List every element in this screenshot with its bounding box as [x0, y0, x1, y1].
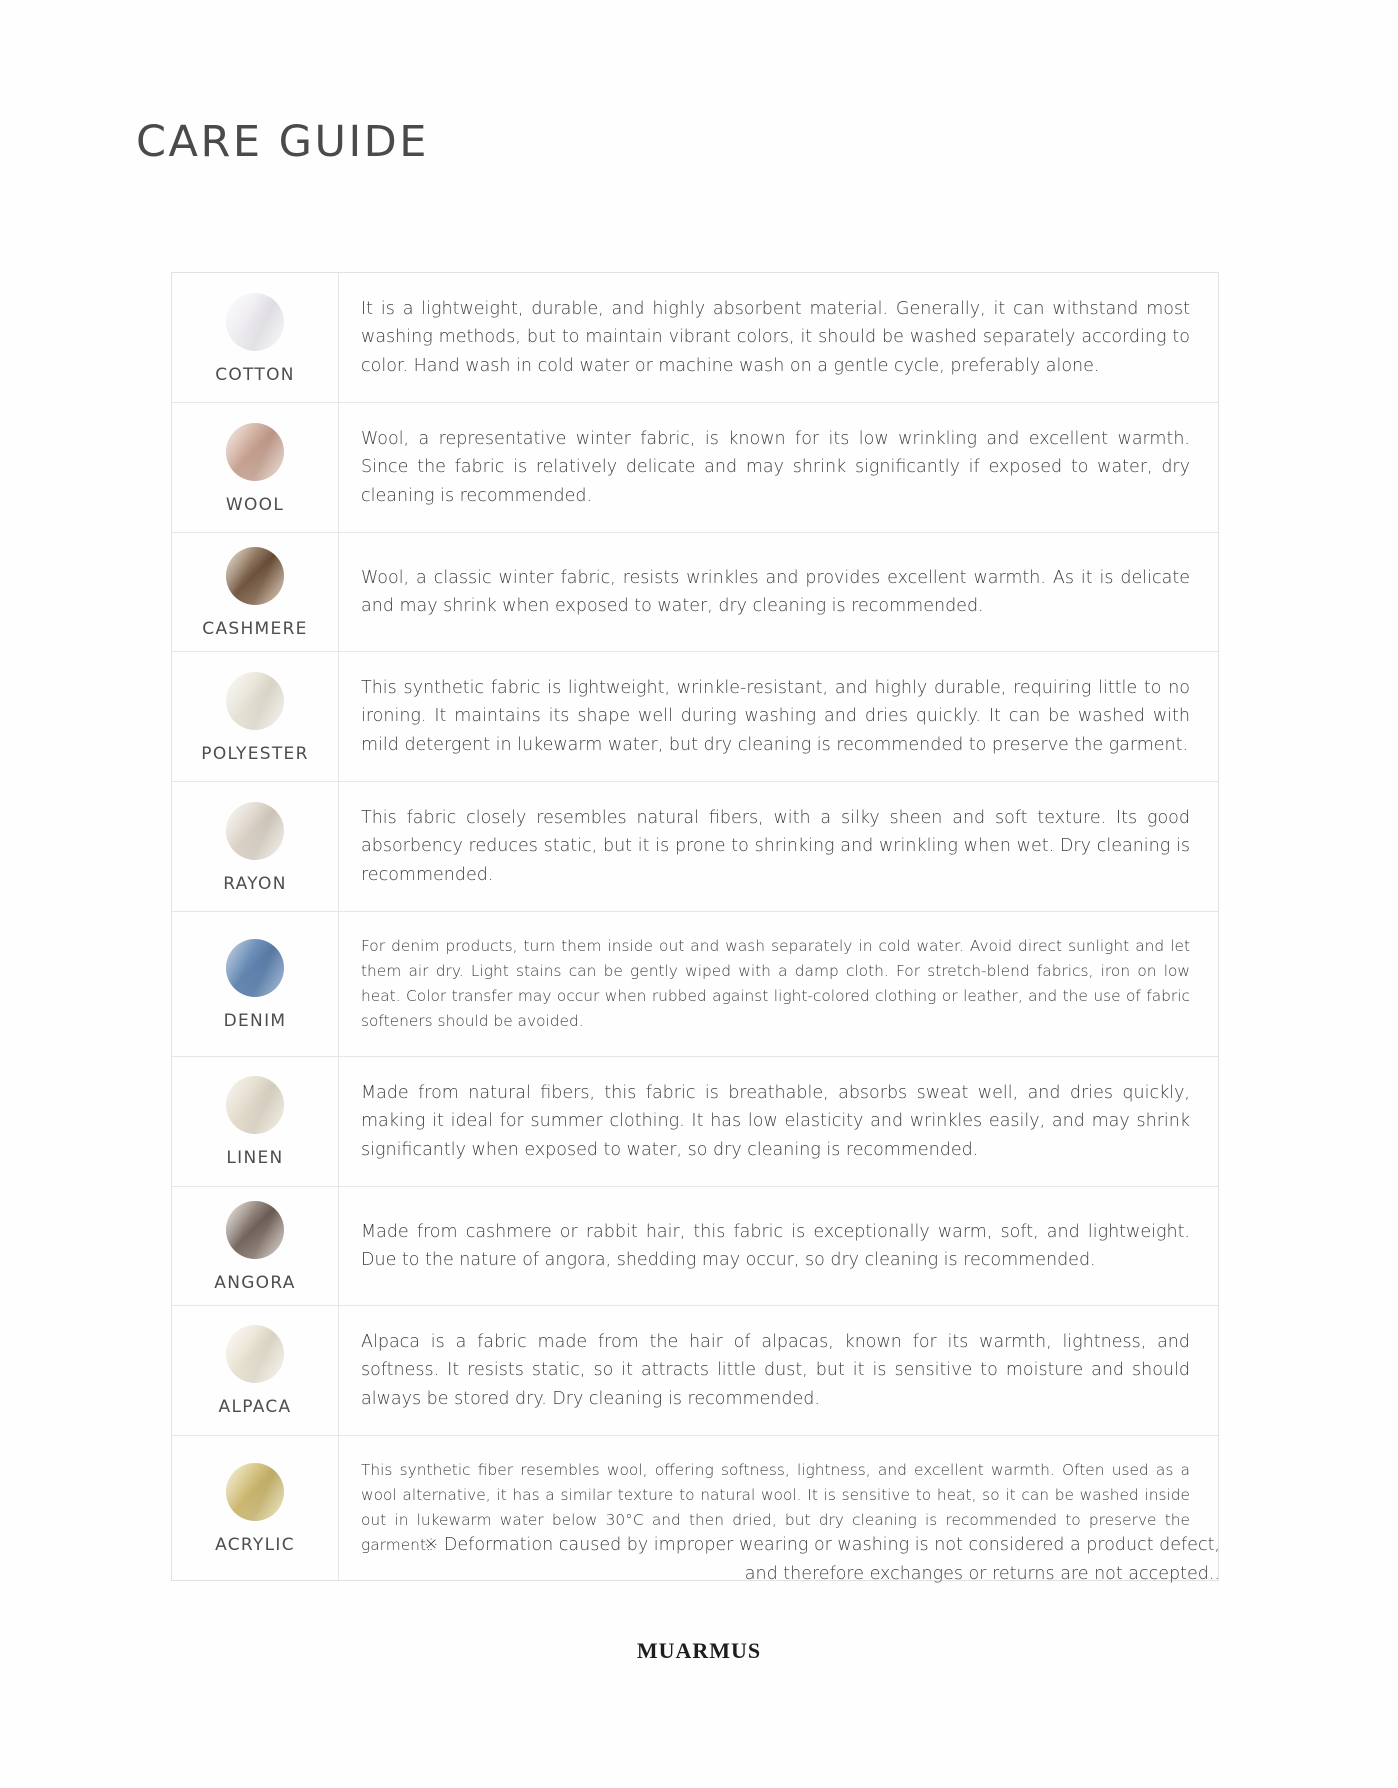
- fabric-description: For denim products, turn them inside out and wash separately in cold water. Avoid direct sunlight and let them air dry. Light stains can be gently wiped with a damp cloth. For stretch-blend fabrics, iron on low heat. Color transfer may occur when rubbed against light-colored clothing or leather, and the use of fabric softeners should be avoided.: [361, 937, 1190, 1030]
- swatch-sheen: [226, 547, 284, 605]
- fabric-swatch-icon: [226, 293, 284, 351]
- fabric-label: POLYESTER: [201, 743, 309, 764]
- fabric-swatch-icon: [226, 1325, 284, 1383]
- fabric-swatch-cell: [172, 273, 339, 402]
- fabric-swatch-cell: [172, 1306, 339, 1435]
- brand-logo: MUARMUS: [636, 1638, 762, 1663]
- fabric-swatch-cell: [172, 403, 339, 532]
- swatch-sheen: [226, 1325, 284, 1383]
- fabric-description: This synthetic fiber resembles wool, offering softness, lightness, and excellent warmth. Often used as a wool alternative, it has a similar texture to natural wool. It is sensitive to heat, so it can be washed inside out in lukewarm water below 30°C and then dried, but dry cleaning is recommended to preserve the garment.: [361, 1461, 1190, 1554]
- fabric-description-cell: [339, 1187, 1218, 1305]
- page-title: CARE GUIDE: [136, 117, 429, 167]
- swatch-sheen: [226, 939, 284, 997]
- fabric-description-cell: [339, 912, 1218, 1056]
- fabric-description-cell: [339, 403, 1218, 532]
- fabric-swatch-icon: [226, 1201, 284, 1259]
- fabric-swatch-icon: [226, 939, 284, 997]
- fabric-care-table: [171, 272, 1219, 1581]
- fabric-label: RAYON: [223, 873, 287, 894]
- table-row: [172, 1187, 1218, 1306]
- fabric-description-cell: [339, 652, 1218, 781]
- fabric-description: This synthetic fabric is lightweight, wrinkle-resistant, and highly durable, requiring little to no ironing. It maintains its shape well during washing and dries quickly. It can be washed with mild detergent in lukewarm water, but dry cleaning is recommended to preserve the garment.: [361, 678, 1190, 755]
- fabric-description: Alpaca is a fabric made from the hair of alpacas, known for its warmth, lightness, and softness. It resists static, so it attracts little dust, but it is sensitive to moisture and should always be stored dry. Dry cleaning is recommended.: [361, 1331, 1190, 1409]
- swatch-sheen: [226, 802, 284, 860]
- fabric-swatch-cell: [172, 782, 339, 911]
- footnote: ※ Deformation caused by improper wearing or washing is not considered a product defect, and therefore exchanges or returns are not accepted..: [423, 1535, 1220, 1584]
- swatch-sheen: [226, 1463, 284, 1521]
- fabric-description: Made from cashmere or rabbit hair, this fabric is exceptionally warm, soft, and lightweight. Due to the nature of angora, shedding may occur, so dry cleaning is recommended.: [361, 1221, 1190, 1270]
- fabric-description: Wool, a classic winter fabric, resists wrinkles and provides excellent warmth. As it is delicate and may shrink when exposed to water, dry cleaning is recommended.: [361, 567, 1190, 617]
- fabric-label: ANGORA: [214, 1272, 296, 1293]
- fabric-label: ALPACA: [218, 1397, 292, 1418]
- table-row: [172, 533, 1218, 652]
- fabric-swatch-cell: [172, 533, 339, 651]
- fabric-swatch-icon: [226, 672, 284, 730]
- table-row: [172, 652, 1218, 782]
- table-row: [172, 912, 1218, 1057]
- table-row: [172, 1306, 1218, 1436]
- fabric-swatch-cell: [172, 1187, 339, 1305]
- swatch-sheen: [226, 1201, 284, 1259]
- fabric-swatch-icon: [226, 1076, 284, 1134]
- fabric-description: Made from natural fibers, this fabric is breathable, absorbs sweat well, and dries quickly, making it ideal for summer clothing. It has low elasticity and wrinkles easily, and may shrink significantly when exposed to water, so dry cleaning is recommended.: [361, 1082, 1190, 1160]
- fabric-label: COTTON: [215, 364, 295, 385]
- fabric-label: CASHMERE: [202, 619, 308, 640]
- fabric-description-cell: [339, 782, 1218, 911]
- fabric-swatch-cell: [172, 652, 339, 781]
- fabric-swatch-cell: [172, 1436, 339, 1580]
- fabric-description-cell: [339, 1306, 1218, 1435]
- swatch-sheen: [226, 1076, 284, 1134]
- swatch-sheen: [226, 423, 284, 481]
- fabric-description-cell: [339, 533, 1218, 651]
- fabric-swatch-cell: [172, 912, 339, 1056]
- fabric-label: DENIM: [223, 1011, 287, 1032]
- swatch-sheen: [226, 293, 284, 351]
- fabric-description: It is a lightweight, durable, and highly absorbent material. Generally, it can withstand most washing methods, but to maintain vibrant colors, it should be washed separately according to color. Hand wash in cold water or machine wash on a gentle cycle, preferably alone.: [361, 299, 1190, 376]
- fabric-description: This fabric closely resembles natural fibers, with a silky sheen and soft texture. Its good absorbency reduces static, but it is prone to shrinking and wrinkling when wet. Dry cleaning is recommended.: [361, 808, 1190, 885]
- table-row: [172, 403, 1218, 533]
- fabric-swatch-icon: [226, 802, 284, 860]
- fabric-label: LINEN: [226, 1148, 284, 1169]
- fabric-swatch-cell: [172, 1057, 339, 1186]
- table-row: [172, 782, 1218, 912]
- fabric-description-cell: [339, 273, 1218, 402]
- fabric-label: WOOL: [225, 494, 285, 515]
- fabric-description-cell: [339, 1057, 1218, 1186]
- fabric-swatch-icon: [226, 547, 284, 605]
- table-row: [172, 273, 1218, 403]
- fabric-label: ACRYLIC: [215, 1534, 295, 1555]
- fabric-description: Wool, a representative winter fabric, is known for its low wrinkling and excellent warmth. Since the fabric is relatively delicate and may shrink significantly if exposed to water, dry cleaning is recommended.: [361, 429, 1190, 506]
- swatch-sheen: [226, 672, 284, 730]
- fabric-swatch-icon: [226, 423, 284, 481]
- table-row: [172, 1057, 1218, 1187]
- fabric-swatch-icon: [226, 1463, 284, 1521]
